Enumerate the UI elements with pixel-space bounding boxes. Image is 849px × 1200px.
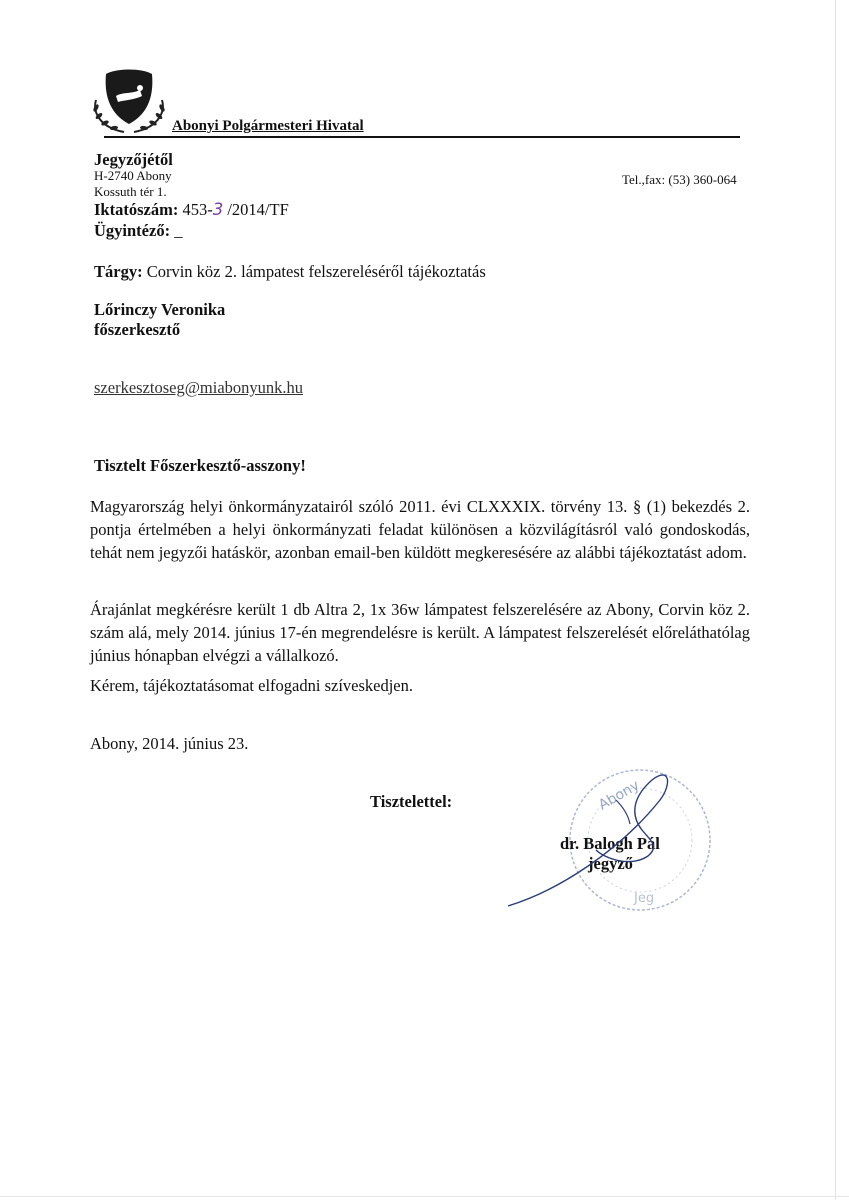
reg-label: Iktatószám: [94, 200, 179, 219]
subject-text: Corvin köz 2. lámpatest felszereléséről tájékoztatás [146, 262, 486, 281]
address-line-1: H-2740 Abony [94, 168, 172, 183]
paragraph-1: Magyarország helyi önkormányzatairól szóló 2011. évi CLXXXIX. törvény 13. § (1) bekezdés 2. pontja értelmében a helyi önkormányzati feladat különösen a közvilágításról való gondoskodás, tehát nem jegyzői hatáskör, azonban email-ben küldött megkeresésére az alábbi tájékoztatást adom. [90, 497, 750, 562]
closing: Tisztelettel: [370, 792, 453, 811]
reg-prefix: 453- [182, 200, 213, 219]
recipient-email[interactable]: szerkesztoseg@miabonyunk.hu [94, 378, 304, 397]
recipient-name: Lőrinczy Veronika [94, 300, 226, 319]
recipient-title: főszerkesztő [94, 320, 181, 339]
from-label: Jegyzőjétől [94, 150, 173, 169]
salutation: Tisztelt Főszerkesztő-asszony! [94, 456, 306, 475]
reg-suffix: /2014/TF [227, 200, 289, 219]
crest-icon [88, 66, 170, 136]
scan-edge-bottom [0, 1196, 849, 1197]
subject-label: Tárgy: [94, 262, 143, 281]
address-line-2: Kossuth tér 1. [94, 184, 167, 199]
signature-icon [500, 760, 700, 910]
stamp-text: Abony [596, 777, 643, 814]
signatory-title: jegyző [588, 854, 633, 873]
subject-line [94, 262, 486, 282]
phone-fax: Tel.,fax: (53) 360-064 [622, 172, 737, 187]
stamp-text-bottom: Jeg [634, 891, 655, 906]
reg-handwritten: 3 [212, 200, 224, 219]
clerk-line [94, 221, 182, 241]
registration-number [94, 200, 289, 220]
header-rule [104, 136, 740, 138]
date-line: Abony, 2014. június 23. [90, 734, 249, 753]
paragraph-2: Árajánlat megkérésre került 1 db Altra 2, 1x 36w lámpatest felszerelésére az Abony, Corvin köz 2. szám alá, mely 2014. június 17-én megrendelésre is került. A lámpatest felszerelését előreláthatólag június hónapban elvégzi a vállalkozó. [90, 600, 750, 665]
clerk-value: _ [174, 221, 183, 240]
scan-edge-right [835, 0, 836, 1200]
signatory-name: dr. Balogh Pál [560, 834, 660, 853]
clerk-label: Ügyintéző: [94, 221, 171, 240]
paragraph-3: Kérem, tájékoztatásomat elfogadni szíveskedjen. [90, 676, 413, 695]
office-name: Abonyi Polgármesteri Hivatal [172, 118, 364, 134]
